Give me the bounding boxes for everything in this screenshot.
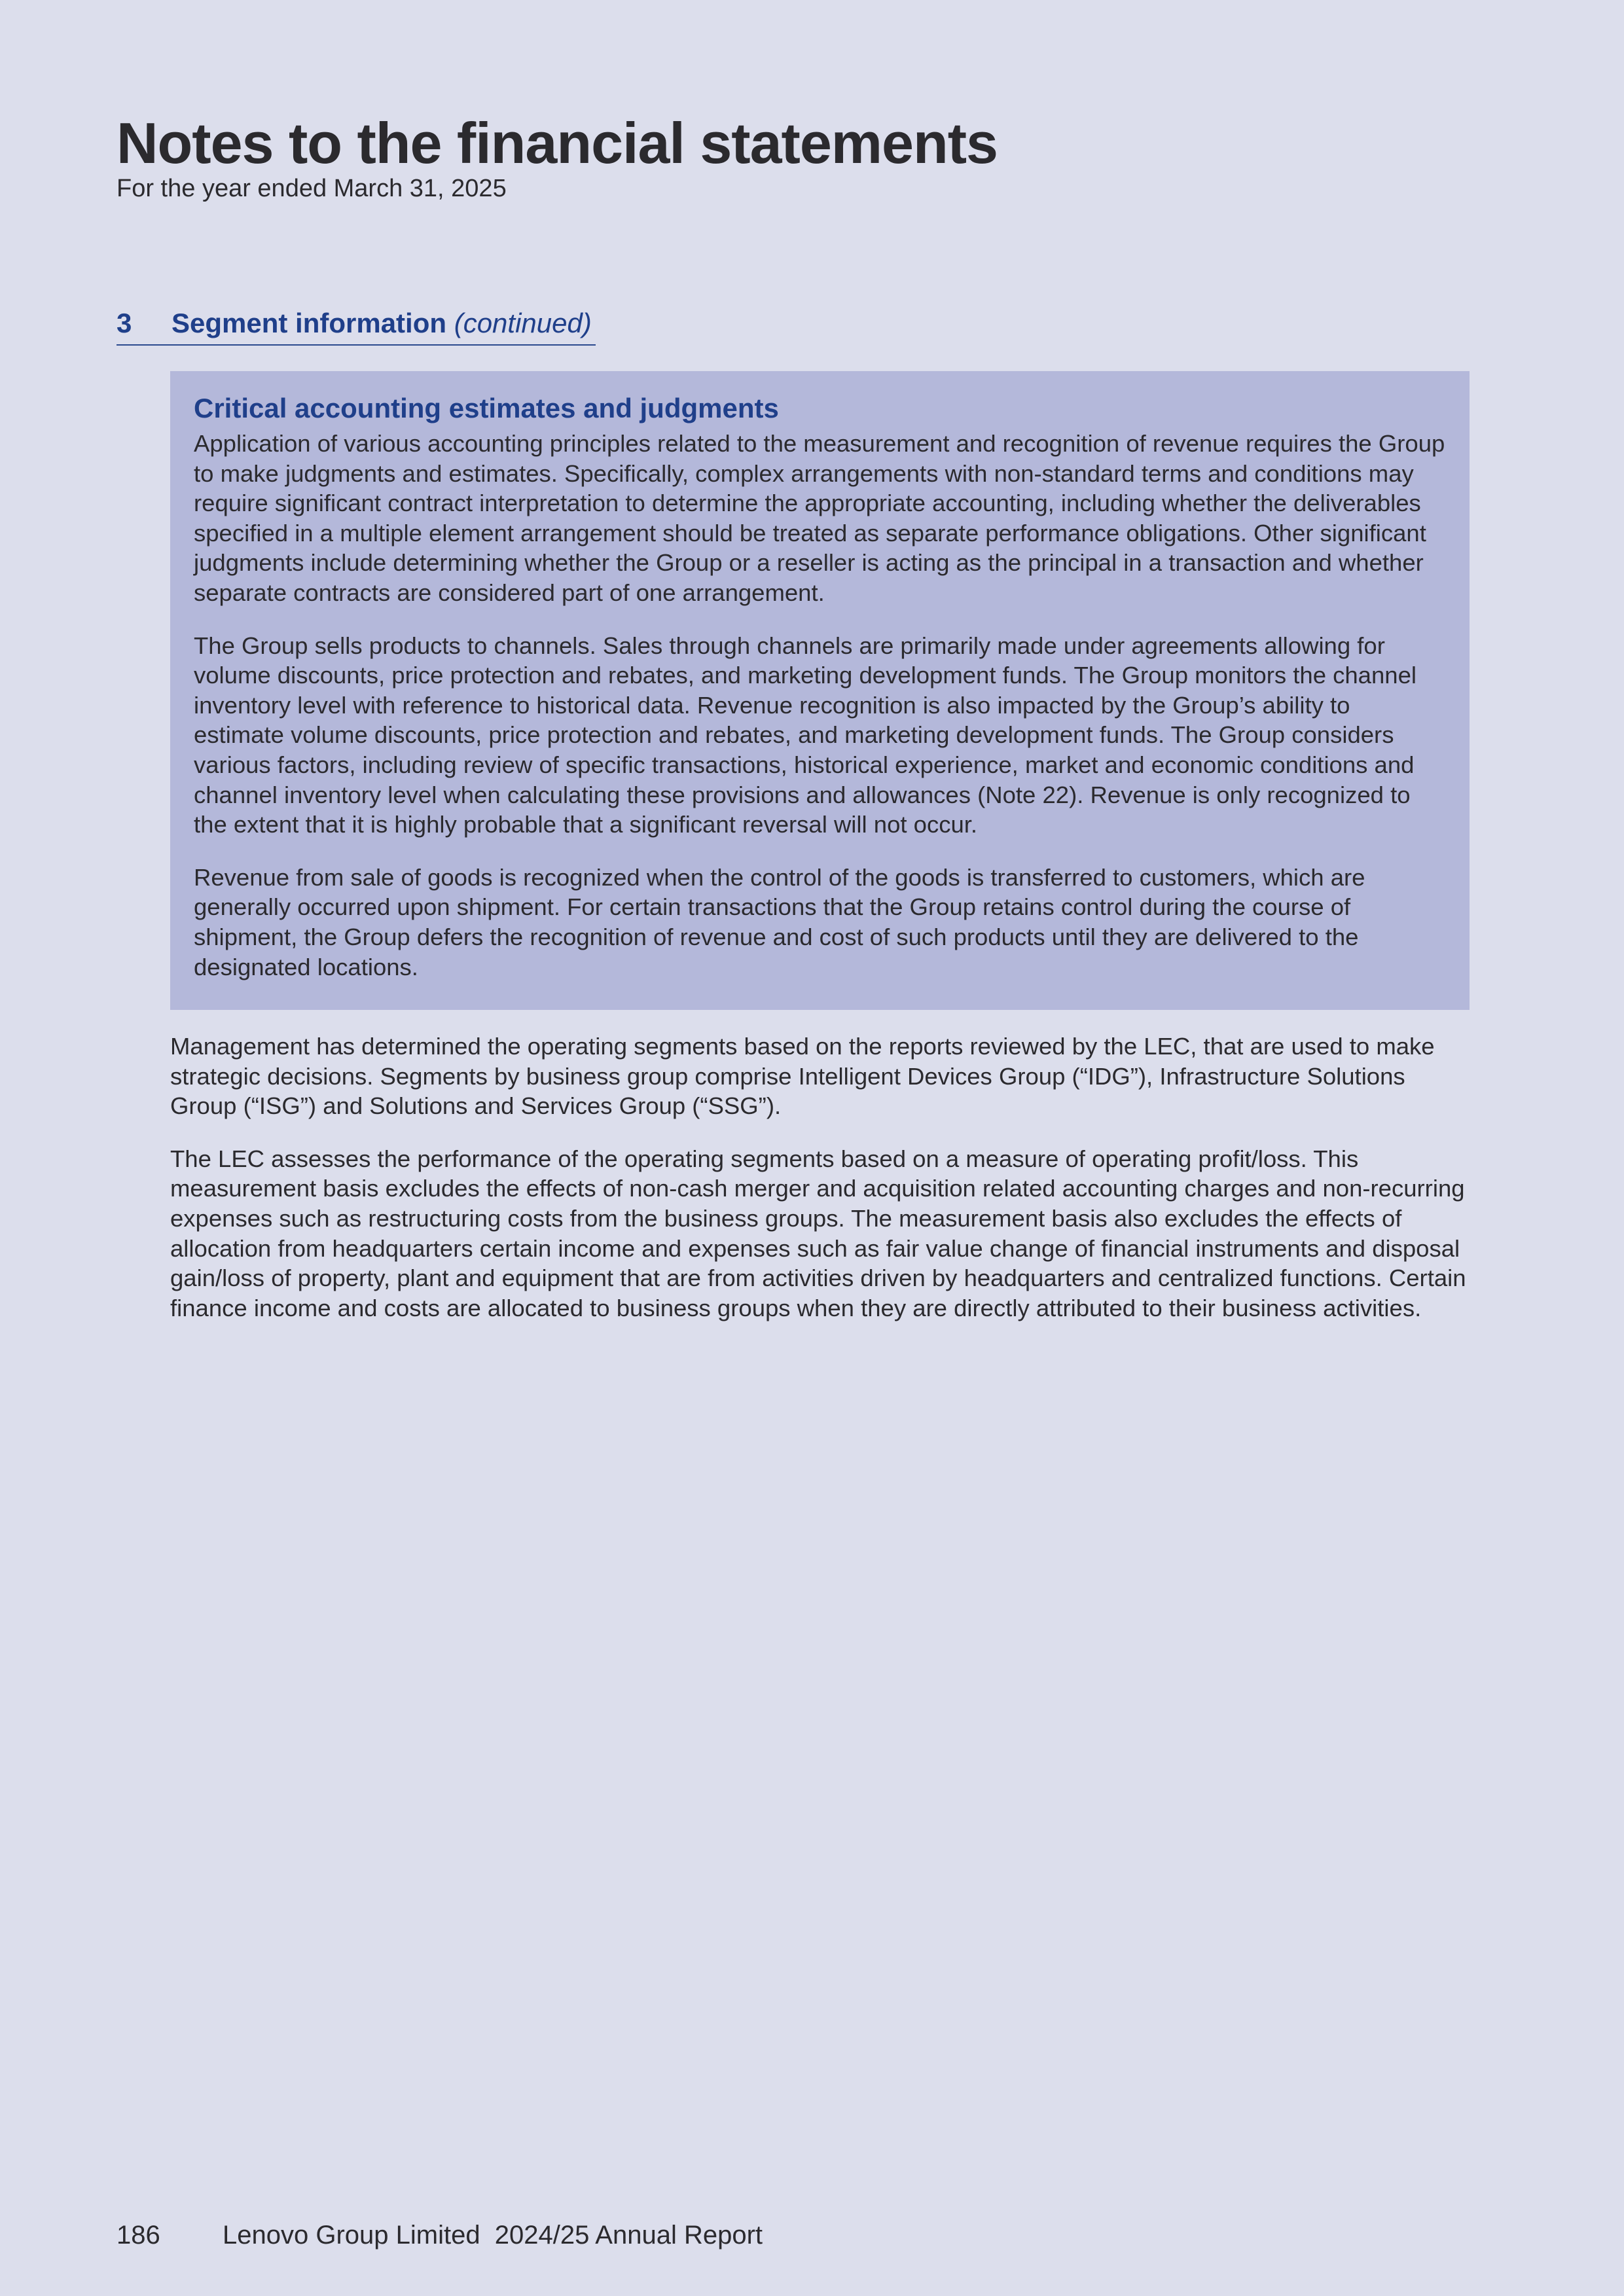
body-text [170, 1031, 1473, 1323]
section-continued-label: (continued) [454, 308, 592, 338]
body-paragraph: The LEC assesses the performance of the operating segments based on a measure of operating profit/loss. This measurement basis excludes the effects of non-cash merger and acquisition related accounting charges and non-recurring expenses such as restructuring costs from the business groups. The measurement basis also excludes the effects of allocation from headquarters certain income and expenses such as fair value change of financial instruments and disposal gain/loss of property, plant and equipment that are from activities driven by headquarters and centralized functions. Certain finance income and costs are allocated to business groups when they are directly attributed to their business activities. [170, 1145, 1466, 1321]
section-title: Segment information [171, 308, 447, 338]
page-subtitle: For the year ended March 31, 2025 [117, 175, 507, 202]
page-footer [117, 2219, 763, 2251]
box-paragraph: Application of various accounting principles related to the measurement and recognition of revenue requires the Group to make judgments and estimates. Specifically, complex arrangements with non-standard terms and conditions may require significant contract interpretation to determine the appropriate accounting, including whether the deliverables specified in a multiple element arrangement should be treated as separate performance obligations. Other significant judgments include determining whether the Group or a reseller is acting as the principal in a transaction and whether separate contracts are considered part of one arrangement. [194, 430, 1445, 606]
body-paragraph: Management has determined the operating segments based on the reports reviewed by the LEC, that are used to make strategic decisions. Segments by business group comprise Intelligent Devices Group (“IDG”), Infrastructure Solutions Group (“ISG”) and Solutions and Services Group (“SSG”). [170, 1033, 1435, 1120]
page-title: Notes to the financial statements [117, 111, 998, 175]
critical-estimates-box [170, 371, 1470, 1010]
report-name: Lenovo Group Limited 2024/25 Annual Report [223, 2221, 763, 2250]
section-number: 3 [117, 308, 132, 338]
section-heading [117, 305, 596, 346]
page-number: 186 [117, 2221, 160, 2250]
box-paragraph: The Group sells products to channels. Sales through channels are primarily made under agreements allowing for volume discounts, price protection and rebates, and marketing development funds. The Group monitors the channel inventory level with reference to historical data. Revenue recognition is also impacted by the Group’s ability to estimate volume discounts, price protection and rebates, and marketing development funds. The Group considers various factors, including review of specific transactions, historical experience, market and economic conditions and channel inventory level when calculating these provisions and allowances (Note 22). Revenue is only recognized to the extent that it is highly probable that a significant reversal will not occur. [194, 632, 1416, 838]
box-paragraph: Revenue from sale of goods is recognized when the control of the goods is transferred to customers, which are generally occurred upon shipment. For certain transactions that the Group retains control during the course of shipment, the Group defers the recognition of revenue and cost of such products until they are delivered to the designated locations. [194, 863, 1365, 980]
box-heading: Critical accounting estimates and judgments [194, 393, 779, 423]
